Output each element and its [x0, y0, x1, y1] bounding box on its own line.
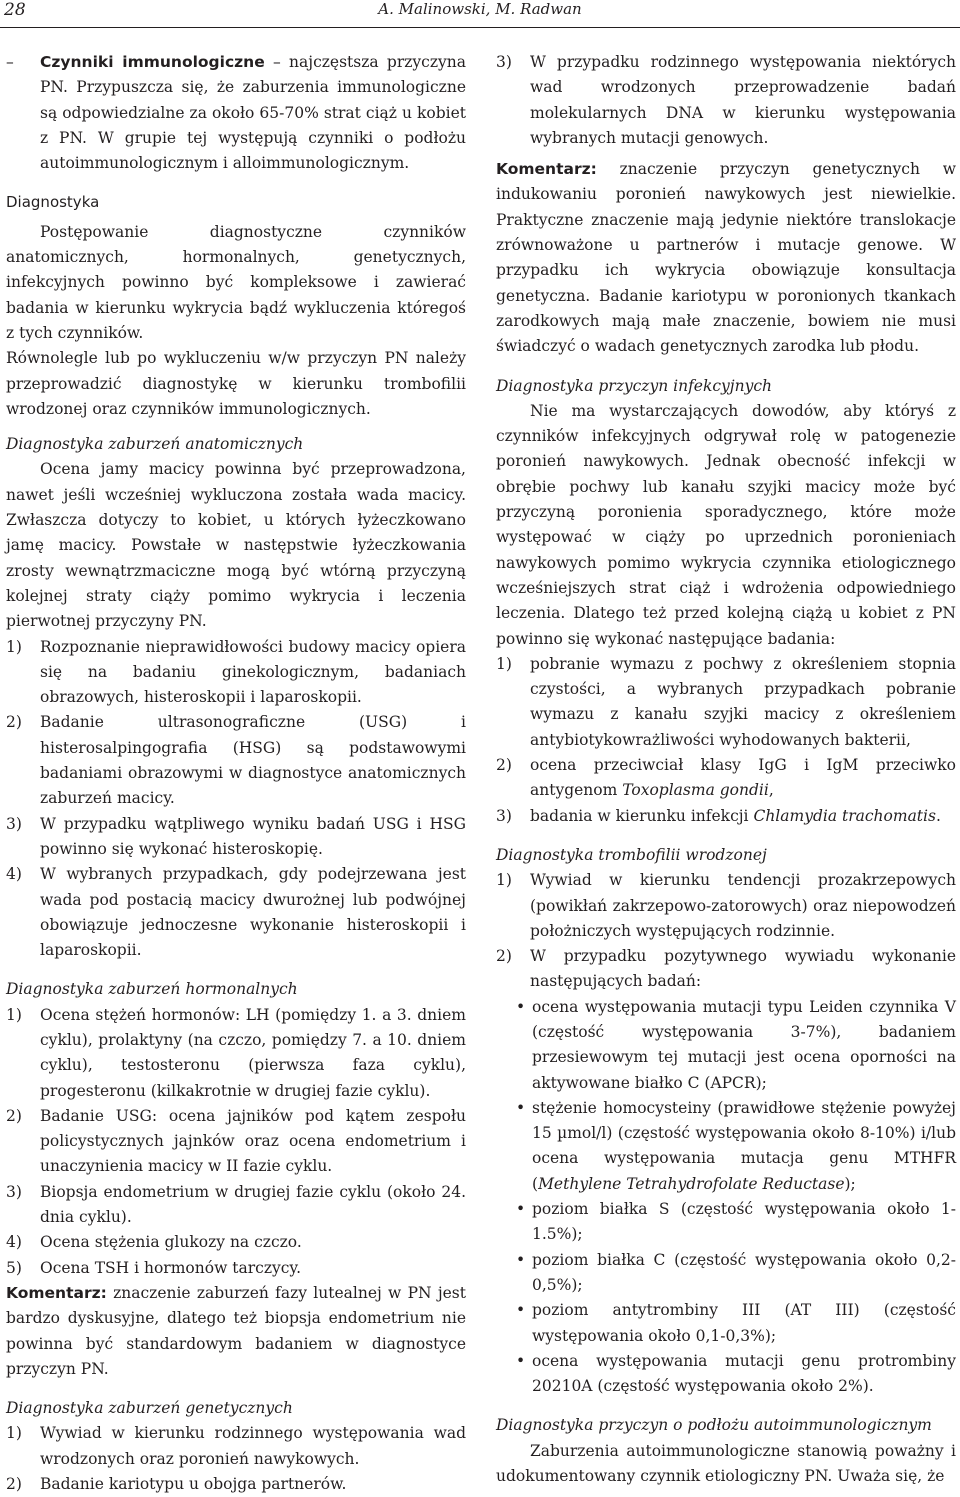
list-item	[6, 1472, 466, 1497]
subheading-anatomical: Diagnostyka zaburzeń anatomicznych	[6, 435, 304, 454]
list-text: pobranie wymazu z pochwy z określeniem stopnia czystości, a wybranych przypadkach pobranie wymazu z kanału szyjki macicy z określeniem antybiotykowrażliwości wyhodowanych bakterii,	[530, 654, 956, 749]
list-number: 4)	[6, 865, 22, 884]
bullet-marker: •	[516, 1301, 526, 1320]
list-text	[530, 804, 956, 829]
list-text: Wywiad w kierunku rodzinnego występowania wad wrodzonych oraz poronień nawykowych.	[40, 1424, 466, 1468]
list-number: 2)	[496, 756, 512, 775]
bullet-text: ocena występowania mutacji typu Leiden czynnika V (częstość występowania 3-7%), badaniem przesiewowym tej mutacji jest ocena oporności na aktywowane białko C (APCR);	[532, 997, 956, 1092]
immunological-factors-term: Czynniki immunologiczne	[40, 53, 265, 71]
comment-paragraph	[496, 157, 956, 359]
list-item	[6, 812, 466, 863]
list-item	[496, 753, 956, 804]
bullet-item	[496, 1096, 956, 1197]
text-run: );	[844, 1174, 856, 1193]
subheading-infectious: Diagnostyka przyczyn infekcyjnych	[496, 376, 773, 395]
immunological-factors-item	[6, 50, 466, 176]
paragraph: Równolegle lub po wykluczeniu w/w przyczyn PN należy przeprowadzić diagnostykę w kierunku trombofilii wrodzonej oraz czynników immunologicznych.	[6, 349, 466, 418]
list-text: Badanie kariotypu u obojga partnerów.	[40, 1475, 347, 1494]
list-item	[496, 868, 956, 944]
bullet-marker: •	[516, 1098, 526, 1117]
list-item	[496, 652, 956, 753]
list-item	[6, 635, 466, 711]
text-run: stężenie homocysteiny (prawidłowe stężenie powyżej 15 µmol/l) (częstość występowania około 8-10%) i/lub ocena występowania mutacja genu MTHFR (	[532, 1098, 956, 1193]
species-name: Chlamydia trachomatis	[753, 806, 936, 825]
list-number: 1)	[6, 637, 22, 656]
section-heading-diagnostics: Diagnostyka	[6, 193, 100, 212]
paragraph: Postępowanie diagnostyczne czynników anatomicznych, hormonalnych, genetycznych, infekcyjnych powinno być kompleksowe i zawierać badania w kierunku wykrycia bądź wykluczenia któregoś z tych czynników.	[6, 222, 466, 342]
bullet-text: poziom białka S (częstość występowania około 1-1.5%);	[532, 1200, 956, 1244]
list-text: W wybranych przypadkach, gdy podejrzewana jest wada pod postacią macicy dwurożnej lub podwójnej obowiązuje jednoczesne wykonanie histeroskopii i laparoskopii.	[40, 865, 466, 960]
bullet-text: poziom antytrombiny III (AT III) (częstość występowania około 0,1-0,3%);	[532, 1301, 956, 1345]
hormonal-list	[6, 1003, 466, 1281]
subheading-autoimmune: Diagnostyka przyczyn o podłożu autoimmunologicznym	[496, 1416, 932, 1435]
list-text: W przypadku pozytywnego wywiadu wykonanie następujących badań:	[530, 947, 956, 991]
list-number: 3)	[496, 806, 512, 825]
list-number: 2)	[6, 1475, 22, 1494]
bullet-text: poziom białka C (częstość występowania około 0,2-0,5%);	[532, 1250, 956, 1294]
list-item	[6, 1230, 466, 1255]
list-number: 3)	[6, 1182, 22, 1201]
list-text: Biopsja endometrium w drugiej fazie cyklu (około 24. dnia cyklu).	[40, 1182, 466, 1227]
list-text: Ocena stężenia glukozy na czczo.	[40, 1233, 302, 1252]
list-number: 3)	[6, 814, 22, 833]
text-run: badania w kierunku infekcji	[530, 806, 754, 825]
paragraph: Ocena jamy macicy powinna być przeprowadzona, nawet jeśli wcześniej wykluczona została wada macicy. Zwłaszcza dotyczy to kobiet, u których łyżeczkowano jamę macicy. Powstałe w następstwie łyżeczkowania zrosty wewnątrzmaciczne mogą być wtórną przyczyną kolejnej straty ciąży pomimo wykrycia i leczenia pierwotnej przyczyny PN.	[6, 460, 466, 631]
header-rule	[0, 27, 960, 28]
list-text: Ocena stężeń hormonów: LH (pomiędzy 1. a 3. dniem cyklu), prolaktyny (na czczo, pomiędzy 7. a 10. dniem cyklu), testosteronu (pierwsza faza cyklu), progesteronu (kilkakrotnie w drugiej fazie cyklu).	[40, 1005, 466, 1100]
bullet-marker: •	[516, 1351, 526, 1370]
bullet-marker: •	[516, 1250, 526, 1269]
left-column	[6, 50, 466, 1497]
text-run: .	[935, 806, 941, 825]
immunological-factors-text	[40, 50, 466, 176]
right-column	[496, 50, 956, 1489]
subheading-genetic: Diagnostyka zaburzeń genetycznych	[6, 1399, 293, 1418]
list-text: Rozpoznanie nieprawidłowości budowy macicy opiera się na badaniu ginekologicznym, badaniach obrazowych, histeroskopii i laparoskopii.	[40, 637, 466, 707]
list-text: Badanie USG: ocena jajników pod kątem zespołu policystycznych jajnków oraz ocena endometrium i unaczynienia macicy w II fazie cyklu.	[40, 1106, 466, 1176]
list-item	[496, 804, 956, 829]
list-number: 2)	[496, 947, 512, 966]
subheading-hormonal: Diagnostyka zaburzeń hormonalnych	[6, 980, 298, 999]
paragraph: Zaburzenia autoimmunologiczne stanowią poważny i udokumentowany czynnik etiologiczny PN. Uważa się, że	[496, 1441, 956, 1486]
list-text: Badanie ultrasonograficzne (USG) i histerosalpingografia (HSG) są podstawowymi badaniami obrazowymi w diagnostyce anatomicznych zaburzeń macicy.	[40, 713, 466, 808]
bullet-item	[496, 1197, 956, 1248]
comment-text: znaczenie przyczyn genetycznych w indukowaniu poronień nawykowych jest niewielkie. Praktyczne znaczenie mają jedynie niektóre translokacje zrównoważone u partnerów i mutacje genowe. W przypadku ich wykrycia obowiązuje konsultacja genetyczna. Badanie kariotypu w poronionych tkankach zarodkowych mają małe znaczenie, bowiem nie musi świadczyć o wadach genetycznych zarodka lub płodu.	[496, 160, 956, 356]
list-number: 3)	[496, 53, 512, 71]
list-number: 1)	[6, 1424, 22, 1443]
subheading-thrombophilia: Diagnostyka trombofilii wrodzonej	[496, 845, 767, 864]
list-item	[496, 944, 956, 995]
comment-label: Komentarz:	[496, 160, 597, 179]
list-number: 1)	[496, 654, 512, 673]
list-number: 5)	[6, 1258, 22, 1277]
list-text: Ocena TSH i hormonów tarczycy.	[40, 1258, 302, 1277]
bullet-item	[496, 1349, 956, 1400]
list-text: Wywiad w kierunku tendencji prozakrzepowych (powikłań zakrzepowo-zatorowych) oraz niepowodzeń położniczych występujących rodzinnie.	[530, 871, 956, 940]
list-item	[6, 1104, 466, 1180]
bullet-item	[496, 1248, 956, 1299]
text-run: ocena przeciwciał klasy IgG i IgM przeciwko antygenom	[530, 756, 956, 800]
genetic-list	[6, 1421, 466, 1497]
anatomical-list	[6, 635, 466, 964]
list-item	[6, 1180, 466, 1231]
enzyme-name: Methylene Tetrahydrofolate Reductase	[538, 1174, 845, 1193]
list-number: 1)	[496, 871, 512, 890]
list-item	[6, 1421, 466, 1472]
list-number: 4)	[6, 1233, 22, 1252]
immunological-factors-desc: – najczęstsza przyczyna PN. Przypuszcza się, że zaburzenia immunologiczne są odpowiedzialne za około 65-70% strat ciąż u kobiet z PN. W grupie tej występują czynniki o podłożu autoimmunologicznym i alloimmunologicznym.	[40, 53, 466, 173]
list-number: 2)	[6, 713, 22, 732]
list-number: 2)	[6, 1106, 22, 1125]
bullet-text	[532, 1096, 956, 1197]
page-header	[0, 0, 960, 24]
list-text	[530, 753, 956, 804]
list-number: 1)	[6, 1005, 22, 1024]
comment-label: Komentarz:	[6, 1283, 107, 1302]
bullet-item	[496, 995, 956, 1096]
text-run: ,	[768, 781, 774, 800]
list-item	[6, 710, 466, 811]
list-text: W przypadku rodzinnego występowania niektórych wad wrodzonych przeprowadzenie badań molekularnych DNA w kierunku występowania wybranych mutacji genowych.	[530, 53, 956, 147]
bullet-marker: •	[516, 997, 526, 1016]
infectious-list	[496, 652, 956, 829]
paragraph: Nie ma wystarczających dowodów, aby któryś z czynników infekcyjnych odgrywał rolę w patogenezie poronień nawykowych. Jednak obecność infekcji w obrębie pochwy lub kanału szyjki macicy może być przyczyną poronienia sporadycznego, które może występować w ciąży po uprzednich poronieniach nawykowych pomimo wykrycia czynnika etiologicznego wcześniejszych strat ciąż i wdrożenia odpowiedniego leczenia. Dlatego też przed kolejną ciążą u kobiet z PN powinno się wykonać następujące badania:	[496, 401, 956, 648]
dash-marker: –	[6, 53, 14, 71]
list-item	[496, 50, 956, 151]
bullet-item	[496, 1298, 956, 1349]
page-number: 28	[4, 0, 26, 20]
bullet-text: ocena występowania mutacji genu protrombiny 20210A (częstość występowania około 2%).	[532, 1351, 956, 1396]
comment-paragraph	[6, 1281, 466, 1382]
list-item	[6, 862, 466, 963]
running-head-authors: A. Malinowski, M. Radwan	[378, 0, 582, 18]
thrombophilia-bullets	[496, 995, 956, 1400]
bullet-marker: •	[516, 1200, 526, 1219]
list-text: W przypadku wątpliwego wyniku badań USG i HSG powinno się wykonać histeroskopię.	[40, 814, 466, 858]
comment-text: znaczenie zaburzeń fazy lutealnej w PN jest bardzo dyskusyjne, dlatego też biopsja endometrium nie powinna być standardowym badaniem w diagnostyce przyczyn PN.	[6, 1283, 466, 1378]
species-name: Toxoplasma gondii	[622, 781, 769, 800]
list-item	[6, 1003, 466, 1104]
list-item	[6, 1256, 466, 1281]
